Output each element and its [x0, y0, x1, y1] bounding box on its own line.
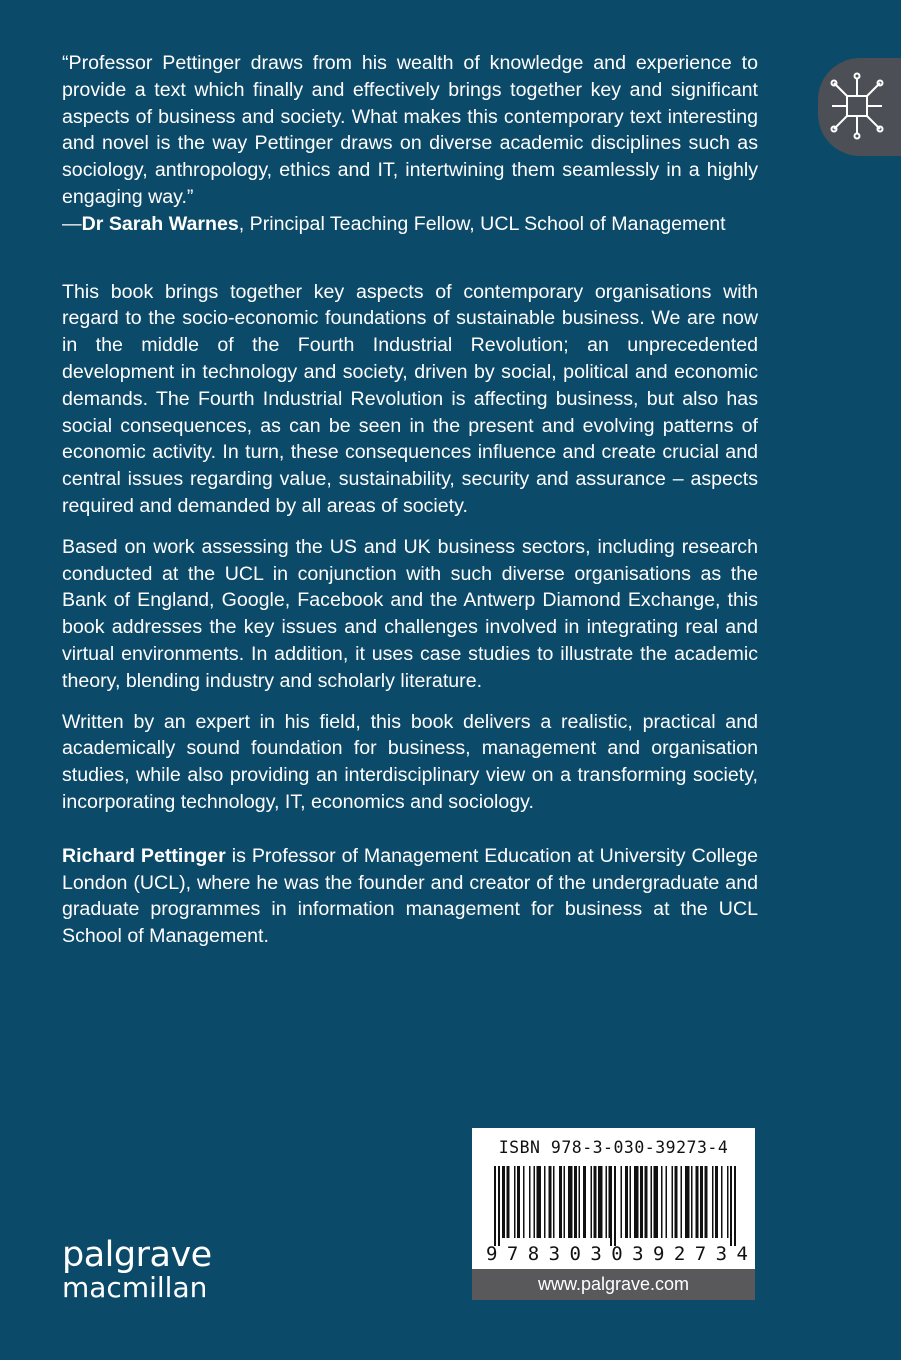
dash: —: [62, 212, 82, 235]
barcode-digit: 3: [548, 1243, 561, 1265]
barcode-digit: 4: [736, 1243, 748, 1265]
description-paragraph: This book brings together key aspects of contemporary organisations with regard to the socio-economic foundations of sustainable business. We are now in the middle of the Fourth Industrial Revolution; an unprecedented development in technology and society, driven by social, political and economic demands. The Fourth Industrial Revolution is affecting business, but also has social consequences, as can be seen in the present and evolving patterns of economic activity. In turn, these consequences influence and create crucial and central issues regarding value, sustainability, security and assurance – aspects required and demanded by all areas of society.: [62, 280, 758, 517]
description-paragraph: Written by an expert in his field, this book delivers a realistic, practical and academically sound foundation for business, management and organisation studies, while also providing an interdisciplinary view on a transforming society, incorporating technology, IT, economics and sociology.: [62, 710, 758, 813]
publisher-website: www.palgrave.com: [472, 1269, 755, 1300]
barcode-digit: 9: [486, 1243, 498, 1265]
barcode-digit: 3: [632, 1243, 644, 1265]
publisher-badge: [818, 58, 901, 156]
author-bio: [62, 843, 758, 950]
endorsement-attribution: [62, 211, 758, 238]
endorser-affiliation: , Principal Teaching Fellow, UCL School of Management: [238, 212, 726, 235]
barcode-bars: [494, 1166, 736, 1246]
endorser-name: Dr Sarah Warnes: [81, 212, 239, 235]
blurb-text: [62, 50, 758, 950]
barcode-digit: 0: [611, 1243, 623, 1265]
barcode-digit: 0: [569, 1243, 581, 1265]
isbn-label: ISBN 978-3-030-39273-4: [498, 1138, 729, 1157]
endorsement-quote: “Professor Pettinger draws from his wealth of knowledge and experience to provide a text which finally and effectively brings together key and significant aspects of business and society. What makes this contemporary text interesting and novel is the way Pettinger draws on diverse academic disciplines such as sociology, anthropology, ethics and IT, intertwining them seamlessly in a highly engaging way.”: [62, 52, 758, 208]
barcode-digit: 7: [694, 1243, 707, 1265]
barcode-digit: 2: [673, 1243, 686, 1265]
description-paragraph: Based on work assessing the US and UK business sectors, including research conducted at the UCL in conjunction with such diverse organisations as the Bank of England, Google, Facebook and the Antwerp Diamond Exchange, this book addresses the key issues and challenges involved in integrating real and virtual environments. In addition, it uses case studies to illustrate the academic theory, blending industry and scholarly literature.: [62, 535, 758, 692]
barcode-digit: 3: [590, 1243, 602, 1265]
barcode-digit: 3: [715, 1243, 728, 1265]
barcode-digit: 9: [653, 1243, 665, 1265]
barcode-panel: [472, 1128, 755, 1269]
barcode-digit: 8: [527, 1243, 540, 1265]
author-name: Richard Pettinger: [62, 844, 226, 867]
publisher-logo-line2: macmillan: [62, 1271, 208, 1304]
publisher-logo-line1: palgrave: [62, 1235, 212, 1275]
isbn-barcode: [472, 1128, 755, 1300]
barcode-digits: [486, 1243, 748, 1265]
barcode-digit: 7: [506, 1243, 519, 1265]
publisher-logo: [62, 1237, 212, 1303]
author-bio-text: is Professor of Management Education at University College London (UCL), where he was the founder and creator of the undergraduate and graduate programmes in information management for business at the UCL School of Management.: [62, 844, 758, 948]
